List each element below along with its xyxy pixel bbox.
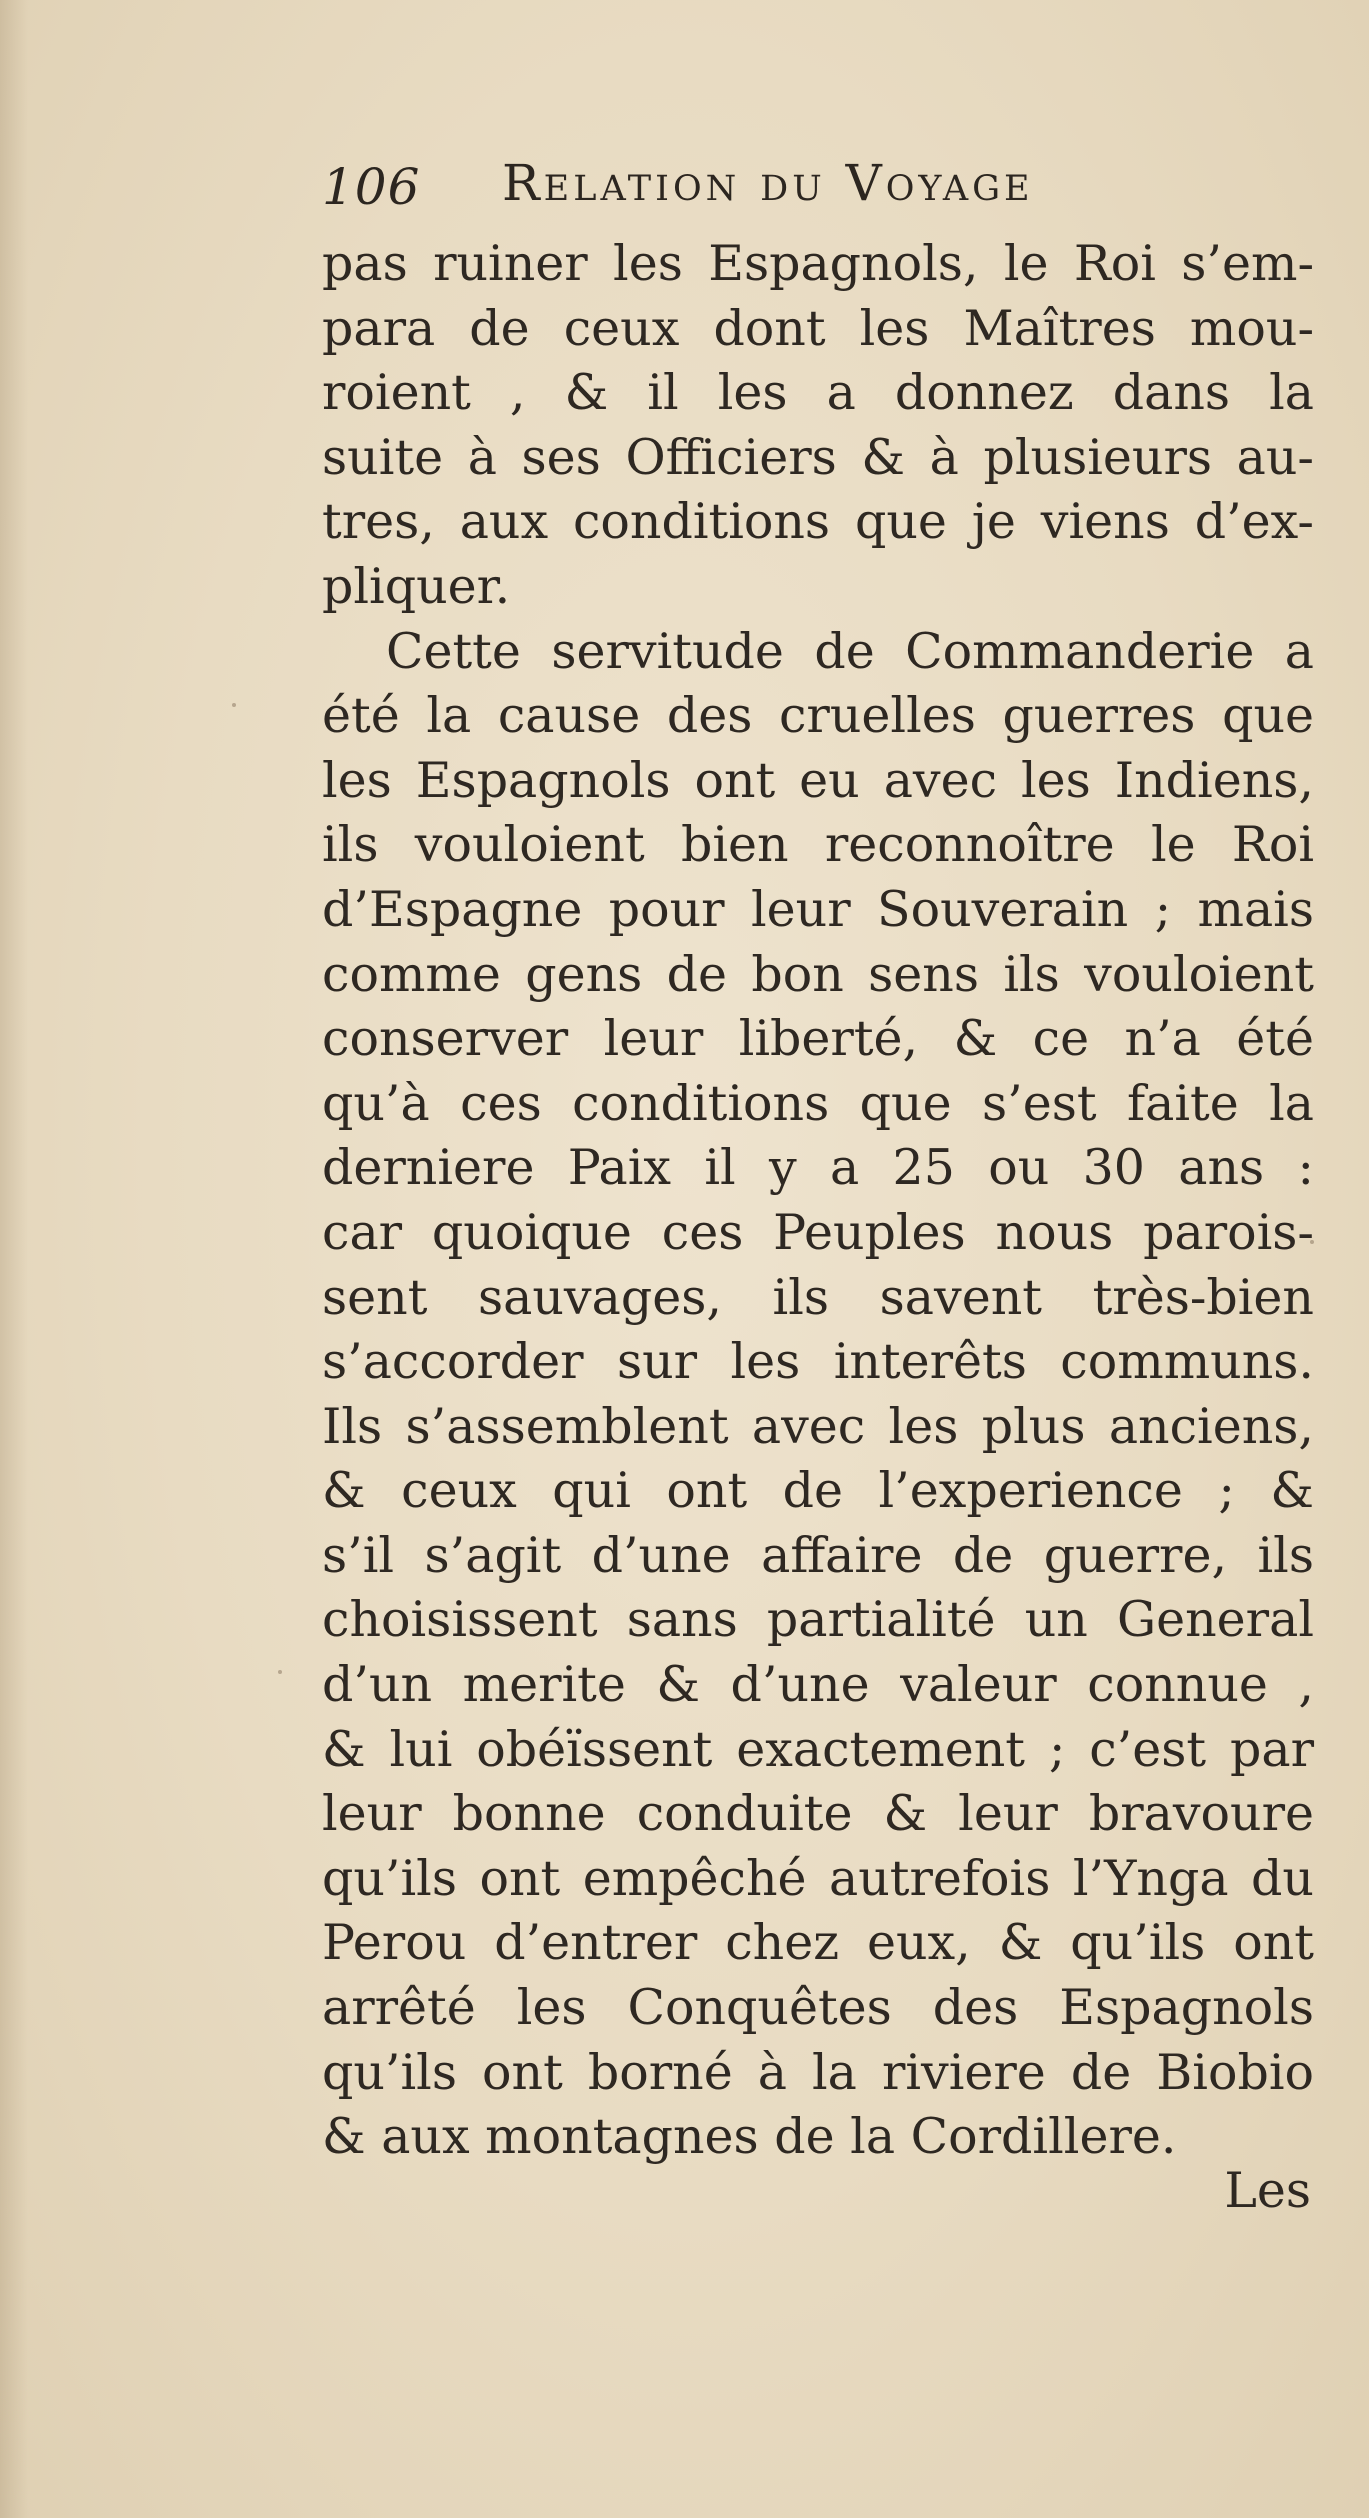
running-title: Relation du Voyage (502, 154, 1034, 212)
text-line: qu’à ces conditions que s’est faite la (322, 1074, 1314, 1132)
text-line: pliquer. (322, 557, 511, 615)
text-line: leur bonne conduite & leur bravoure (322, 1785, 1314, 1843)
page-header (322, 150, 1202, 220)
text-line: été la cause des cruelles guerres que (322, 687, 1314, 745)
text-line: s’il s’agit d’une affaire de guerre, ils (322, 1526, 1314, 1584)
text-line: conserver leur liberté, & ce n’a été (322, 1010, 1314, 1068)
paper-fleck (1310, 1240, 1314, 1244)
paper-fleck (232, 703, 236, 707)
text-line: Cette servitude de Commanderie a (386, 622, 1314, 680)
text-line: qu’ils ont empêché autrefois l’Ynga du (322, 1849, 1314, 1907)
text-line: d’un merite & d’une valeur connue , (322, 1656, 1314, 1714)
paper-fleck (278, 1670, 282, 1674)
page-number: 106 (322, 158, 421, 216)
text-line: derniere Paix il y a 25 ou 30 ans : (322, 1139, 1314, 1197)
body-text (322, 232, 1314, 2170)
text-line: para de ceux dont les Maîtres mou- (322, 299, 1314, 357)
text-line: s’accorder sur les interêts communs. (322, 1333, 1314, 1391)
text-line: qu’ils ont borné à la riviere de Biobio (322, 2043, 1314, 2101)
text-line: les Espagnols ont eu avec les Indiens, (322, 751, 1314, 809)
text-line: d’Espagne pour leur Souverain ; mais (322, 880, 1314, 938)
text-line: arrêté les Conquêtes des Espagnols (322, 1979, 1314, 2037)
catchword: Les (1224, 2162, 1311, 2219)
text-line: choisissent sans partialité un General (322, 1591, 1314, 1649)
text-line: Ils s’assemblent avec les plus anciens, (322, 1397, 1314, 1455)
text-line: pas ruiner les Espagnols, le Roi s’em- (322, 235, 1314, 292)
text-line: comme gens de bon sens ils vouloient (322, 945, 1314, 1003)
text-line: roient , & il les a donnez dans la (322, 364, 1314, 422)
text-line: car quoique ces Peuples nous parois- (322, 1203, 1314, 1261)
text-line: & aux montagnes de la Cordillere. (322, 2108, 1177, 2166)
text-line: sent sauvages, ils savent très-bien (322, 1268, 1314, 1326)
text-line: & lui obéïssent exactement ; c’est par (322, 1720, 1314, 1778)
text-line: & ceux qui ont de l’experience ; & (322, 1462, 1314, 1520)
text-line: ils vouloient bien reconnoître le Roi (322, 816, 1314, 874)
text-line: suite à ses Officiers & à plusieurs au- (322, 428, 1314, 486)
text-line: Perou d’entrer chez eux, & qu’ils ont (322, 1914, 1314, 1972)
text-line: tres, aux conditions que je viens d’ex- (322, 493, 1314, 551)
gutter-shadow (0, 0, 28, 2518)
